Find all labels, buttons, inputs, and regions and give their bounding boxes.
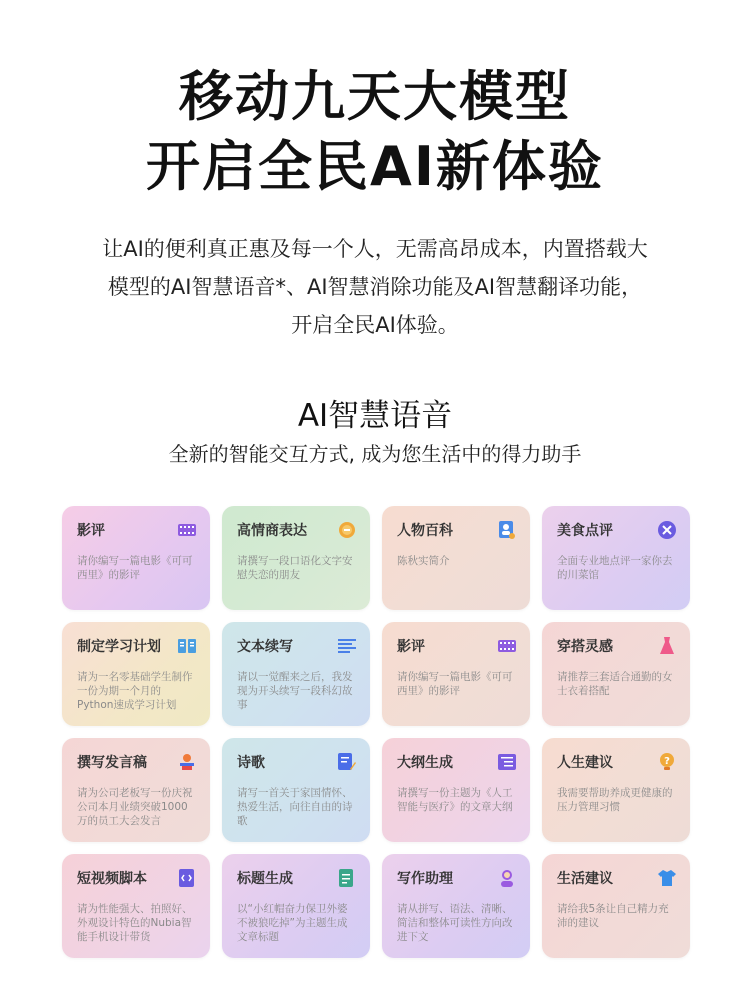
card-title: 高情商表达: [237, 523, 307, 539]
feature-card[interactable]: [382, 622, 530, 726]
feature-card[interactable]: [382, 854, 530, 958]
person-card-icon: [498, 521, 516, 539]
card-title: 穿搭灵感: [557, 639, 613, 655]
card-description: 请撰写一段口语化文字安慰失恋的朋友: [237, 555, 353, 581]
card-description: 陈秋实简介: [397, 555, 450, 567]
card-description: 请从拼写、语法、清晰、简洁和整体可读性方向改进下文: [397, 903, 513, 943]
film-icon: [178, 521, 196, 539]
card-title: 制定学习计划: [77, 639, 161, 655]
feature-card[interactable]: [542, 622, 690, 726]
card-title: 大纲生成: [397, 755, 453, 771]
section-title: AI智慧语音: [297, 398, 453, 434]
intro-line: 模型的AI智慧语音*、AI智慧消除功能及AI智慧翻译功能，: [107, 275, 643, 299]
card-title: 美食点评: [557, 523, 613, 539]
film-icon: [498, 637, 516, 655]
feature-card[interactable]: [62, 506, 210, 610]
card-title: 短视频脚本: [77, 871, 147, 887]
utensils-icon: [658, 521, 676, 539]
feature-card[interactable]: [62, 622, 210, 726]
eq-badge-icon: [338, 521, 356, 539]
card-title: 生活建议: [557, 871, 613, 887]
feature-card[interactable]: [222, 622, 370, 726]
card-description: 全面专业地点评一家你去的川菜馆: [557, 555, 673, 581]
card-description: 以“小红帽奋力保卫外婆不被狼吃掉”为主题生成文章标题: [237, 903, 348, 943]
card-description: 请给我5条让自己精力充沛的建议: [557, 903, 669, 929]
card-description: 请为一名零基础学生制作一份为期一个月的Python速成学习计划: [77, 671, 193, 711]
card-title: 影评: [77, 523, 105, 539]
headline-line-1: 移动九天大模型: [179, 65, 571, 128]
code-doc-icon: [178, 869, 196, 887]
feature-card[interactable]: [382, 506, 530, 610]
book-icon: [178, 637, 196, 655]
card-title: 影评: [397, 639, 425, 655]
doc-icon: [338, 869, 356, 887]
card-title: 人物百科: [397, 523, 453, 539]
card-title: 文本续写: [237, 639, 293, 655]
card-title: 诗歌: [237, 755, 265, 771]
card-title: 人生建议: [557, 755, 613, 771]
card-title: 写作助理: [397, 871, 453, 887]
intro-line: 让AI的便利真正惠及每一个人，无需高昂成本，内置搭载大: [102, 237, 648, 261]
card-description: 请为公司老板写一份庆祝公司本月业绩突破1000万的员工大会发言: [77, 787, 193, 827]
card-description: 请以一觉醒来之后，我发现为开头续写一段科幻故事: [237, 671, 353, 711]
headline-line-2: 开启全民AI新体验: [146, 135, 604, 198]
card-description: 请你编写一篇电影《可可西里》的影评: [77, 555, 193, 581]
feature-card[interactable]: [222, 738, 370, 842]
text-lines-icon: [338, 637, 356, 655]
question-bulb-icon: [658, 753, 676, 771]
speaker-icon: [178, 753, 196, 771]
feature-card[interactable]: [382, 738, 530, 842]
card-description: 请推荐三套适合通勤的女士衣着搭配: [557, 671, 673, 697]
outline-icon: [498, 753, 516, 771]
card-description: 请你编写一篇电影《可可西里》的影评: [397, 671, 513, 697]
section-subtitle: 全新的智能交互方式, 成为您生活中的得力助手: [168, 442, 582, 466]
intro-paragraph: [55, 230, 695, 344]
card-description: 请写一首关于家国情怀、热爱生活，向往自由的诗歌: [237, 787, 353, 827]
svg-text:?: ?: [664, 756, 670, 767]
card-description: 我需要帮助养成更健康的压力管理习惯: [557, 787, 673, 813]
card-title: 撰写发言稿: [77, 755, 147, 771]
shirt-icon: [658, 869, 676, 887]
feature-card[interactable]: [542, 854, 690, 958]
card-description: 请为性能强大、拍照好、外观设计特色的Nubia智能手机设计带货: [77, 903, 193, 943]
dress-icon: [658, 637, 676, 655]
feature-card-grid: [62, 506, 692, 958]
feature-card[interactable]: [62, 738, 210, 842]
feature-card[interactable]: [542, 738, 690, 842]
assistant-icon: [498, 869, 516, 887]
feature-card[interactable]: [542, 506, 690, 610]
pen-doc-icon: [338, 753, 356, 771]
feature-card[interactable]: [62, 854, 210, 958]
intro-line: 开启全民AI体验。: [291, 313, 459, 337]
feature-card[interactable]: [222, 506, 370, 610]
card-title: 标题生成: [237, 871, 293, 887]
feature-card[interactable]: [222, 854, 370, 958]
card-description: 请撰写一份主题为《人工智能与医疗》的文章大纲: [397, 787, 513, 813]
